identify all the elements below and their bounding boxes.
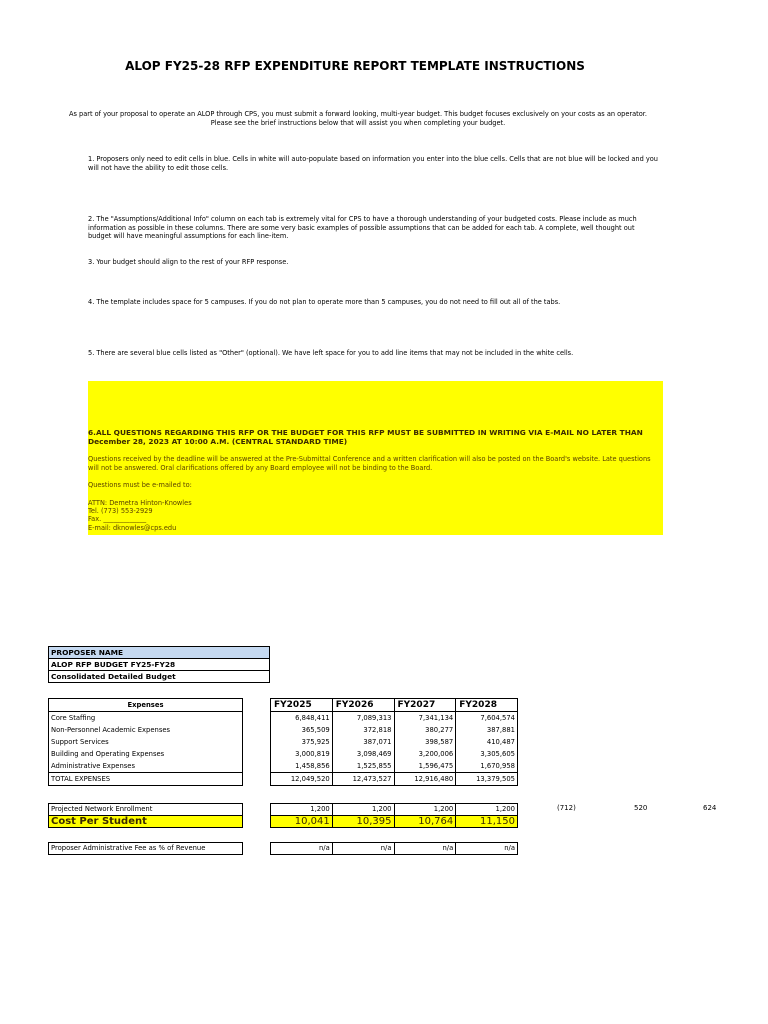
- total-expense-value: 12,916,480: [394, 773, 456, 786]
- admin-fee-value: n/a: [332, 843, 394, 855]
- year-header: FY2025: [271, 699, 333, 712]
- enrollment-extra: 520: [634, 804, 648, 812]
- expense-value: 3,200,006: [394, 748, 456, 760]
- expense-value: 1,670,958: [456, 760, 518, 773]
- cost-per-student-label: Cost Per Student: [49, 816, 243, 828]
- enrollment-value: 1,200: [456, 804, 518, 816]
- expense-value: 6,848,411: [271, 712, 333, 725]
- notice-fax: Fax. _____________: [88, 515, 147, 523]
- admin-fee-value: n/a: [271, 843, 333, 855]
- enrollment-label-table: [48, 803, 243, 828]
- cost-per-student-value: 10,395: [332, 816, 394, 828]
- proposer-table: [48, 646, 270, 683]
- admin-fee-label: Proposer Administrative Fee as % of Revenue: [49, 843, 243, 855]
- expense-label: Administrative Expenses: [49, 760, 243, 773]
- total-expense-value: 12,049,520: [271, 773, 333, 786]
- expense-value: 1,525,855: [332, 760, 394, 773]
- total-expense-value: 13,379,505: [456, 773, 518, 786]
- page-title: ALOP FY25-28 RFP EXPENDITURE REPORT TEMPLATE INSTRUCTIONS: [125, 59, 585, 73]
- proposer-name-cell[interactable]: PROPOSER NAME: [49, 647, 270, 659]
- expense-value: 387,071: [332, 736, 394, 748]
- enrollment-label: Projected Network Enrollment: [49, 804, 243, 816]
- year-header: FY2028: [456, 699, 518, 712]
- expense-value: 3,000,819: [271, 748, 333, 760]
- expense-value: 387,881: [456, 724, 518, 736]
- admin-fee-values-table: [270, 842, 518, 855]
- year-header: FY2026: [332, 699, 394, 712]
- year-header: FY2027: [394, 699, 456, 712]
- expenses-label-table: [48, 698, 243, 786]
- instruction-4: 4. The template includes space for 5 campuses. If you do not plan to operate more than 5 campuses, you do not need to fill out all of the tabs.: [88, 298, 561, 306]
- instruction-3: 3. Your budget should align to the rest of your RFP response.: [88, 258, 289, 266]
- expense-value: 1,596,475: [394, 760, 456, 773]
- enrollment-value: 1,200: [332, 804, 394, 816]
- expense-value: 365,509: [271, 724, 333, 736]
- expense-label: Support Services: [49, 736, 243, 748]
- expense-value: 7,604,574: [456, 712, 518, 725]
- cost-per-student-value: 11,150: [456, 816, 518, 828]
- notice-body: Questions received by the deadline will be answered at the Pre-Submittal Conference and a written clarification will also be posted on the Board's website. Late questions will not be answered. Oral clarifications offered by any Board employee will not be binding to the Board.: [88, 455, 651, 472]
- enrollment-value: 1,200: [271, 804, 333, 816]
- notice-email-intro: Questions must be e-mailed to:: [88, 481, 192, 489]
- expenses-values-table: [270, 698, 518, 786]
- expense-value: 3,305,605: [456, 748, 518, 760]
- expense-value: 3,098,469: [332, 748, 394, 760]
- expense-value: 375,925: [271, 736, 333, 748]
- enrollment-extra: (712): [557, 804, 576, 812]
- enrollment-extra: 624: [703, 804, 717, 812]
- expense-label: Non-Personnel Academic Expenses: [49, 724, 243, 736]
- instruction-2: 2. The "Assumptions/Additional Info" column on each tab is extremely vital for CPS to have a thorough understanding of your budgeted costs. Please include as much information as possible in these columns. There are some very basic examples of possible assumptions that can be added for each tab. A complete, well thought out budget will have meaningful assumptions for each line-item.: [88, 215, 637, 240]
- notice-email: E-mail: dknowles@cps.edu: [88, 524, 177, 532]
- total-expenses-label: TOTAL EXPENSES: [49, 773, 243, 786]
- notice-attn: ATTN: Demetra Hinton-Knowles: [88, 499, 192, 507]
- admin-fee-value: n/a: [456, 843, 518, 855]
- expense-value: 398,587: [394, 736, 456, 748]
- expenses-header: Expenses: [49, 699, 243, 712]
- expense-value: 380,277: [394, 724, 456, 736]
- expense-value: 7,089,313: [332, 712, 394, 725]
- notice-tel: Tel. (773) 553-2929: [88, 507, 153, 515]
- budget-label-cell: ALOP RFP BUDGET FY25-FY28: [49, 659, 270, 671]
- expense-value: 410,487: [456, 736, 518, 748]
- expense-value: 7,341,134: [394, 712, 456, 725]
- cost-per-student-value: 10,764: [394, 816, 456, 828]
- cost-per-student-value: 10,041: [271, 816, 333, 828]
- admin-fee-label-table: [48, 842, 243, 855]
- intro-text: As part of your proposal to operate an ALOP through CPS, you must submit a forward looking, multi-year budget. This budget focuses exclusively on your costs as an operator. Please see the brief instructions below that will assist you when completing your budget.: [68, 110, 647, 127]
- expense-value: 372,818: [332, 724, 394, 736]
- enrollment-value: 1,200: [394, 804, 456, 816]
- admin-fee-value: n/a: [394, 843, 456, 855]
- instruction-1: 1. Proposers only need to edit cells in blue. Cells in white will auto-populate based on information you enter into the blue cells. Cells that are not blue will be locked and you will not have the ability to edit those cells.: [88, 155, 658, 172]
- detail-label-cell: Consolidated Detailed Budget: [49, 671, 270, 683]
- notice-heading: 6.ALL QUESTIONS REGARDING THIS RFP OR THE BUDGET FOR THIS RFP MUST BE SUBMITTED IN WRITING VIA E-MAIL NO LATER THAN December 28, 2023 AT 10:00 A.M. (CENTRAL STANDARD TIME): [88, 428, 643, 446]
- enrollment-values-table: [270, 803, 518, 828]
- expense-label: Building and Operating Expenses: [49, 748, 243, 760]
- expense-label: Core Staffing: [49, 712, 243, 725]
- instruction-5: 5. There are several blue cells listed as "Other" (optional). We have left space for you to add line items that may not be included in the white cells.: [88, 349, 574, 357]
- expense-value: 1,458,856: [271, 760, 333, 773]
- total-expense-value: 12,473,527: [332, 773, 394, 786]
